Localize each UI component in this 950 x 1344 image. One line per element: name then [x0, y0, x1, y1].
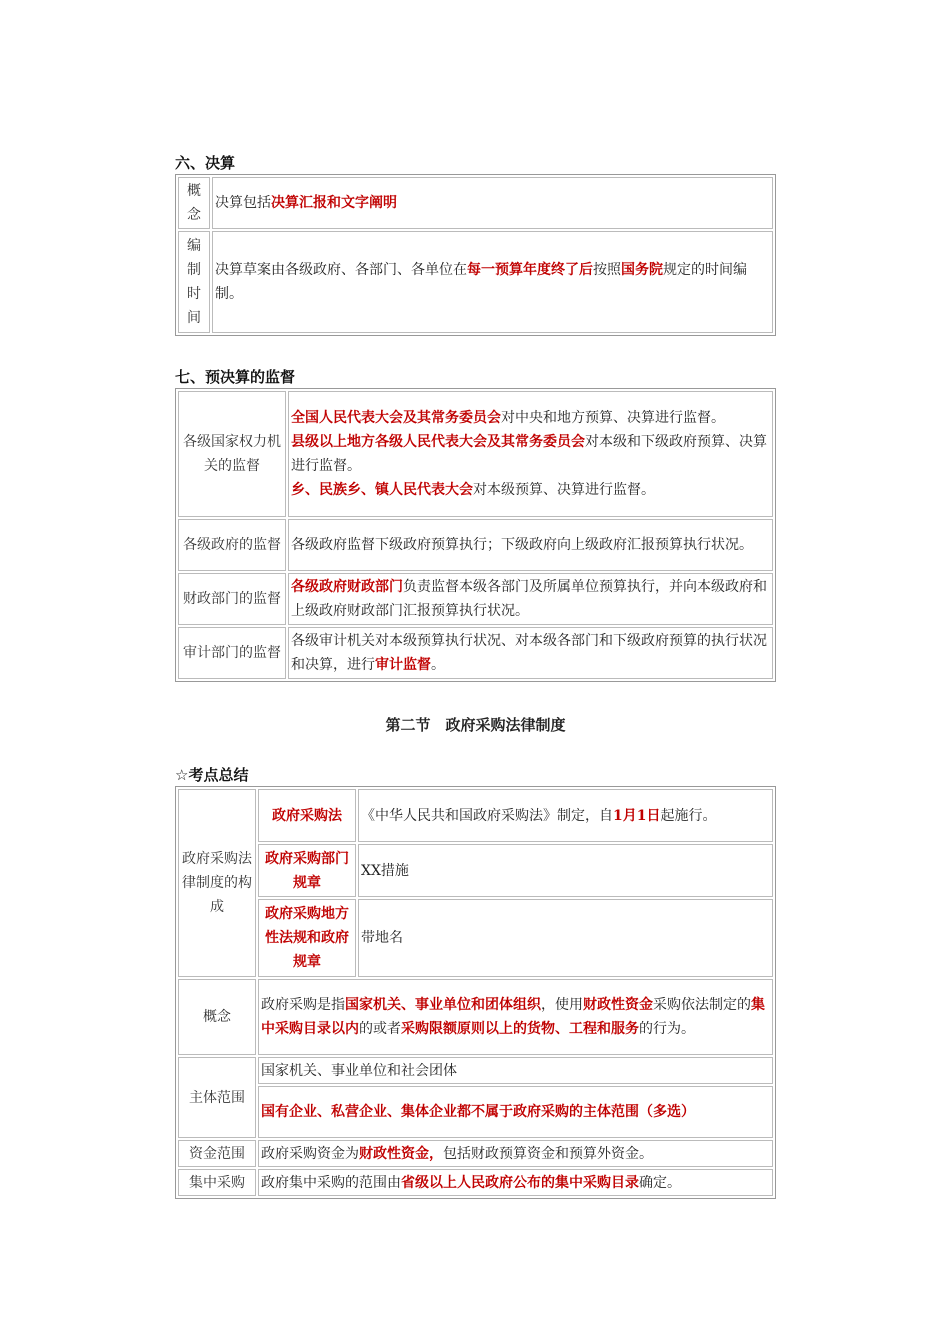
row-label: 概念: [178, 177, 210, 229]
body-text: 各级审计机关对本级预算执行状况、对本级各部门和下级政府预算的执行状况和决算，进行: [291, 633, 767, 673]
row-content: [258, 1086, 773, 1138]
body-text: XX措施: [361, 862, 409, 879]
highlight-text: 采购限额原则以上的: [401, 1021, 527, 1037]
table-row: [178, 1086, 773, 1138]
body-text: 起施行。: [660, 807, 717, 824]
row-label: 资金范围: [178, 1140, 256, 1167]
body-text: 负责监督本级各部门及所属单位预算执行，并向本级政府和上级政府财政部门汇报预算执行状况。: [291, 579, 767, 619]
section-6-heading: 六、决算: [175, 154, 236, 172]
table-row: [178, 1140, 773, 1167]
body-text: 各级政府监督下级政府预算执行；下级政府向上级政府汇报预算执行状况。: [291, 537, 753, 553]
highlight-text: 国有企业、私营企业、集体企业都不属于政府采购的主体范围（多选）: [261, 1104, 695, 1120]
supervision-table: [175, 388, 776, 682]
highlight-text: 集中采购目录以内: [261, 997, 765, 1037]
table-row: [178, 1169, 773, 1196]
table-row: [178, 391, 773, 517]
row-content: [258, 1169, 773, 1196]
body-text: 规定的时间编制。: [215, 262, 747, 302]
row-label: 审计部门的监督: [178, 627, 286, 679]
highlight-text: 国家机关、事业单位和团体组织: [345, 997, 541, 1013]
body-text: 《中华人民共和国政府采购法》制定，自: [361, 807, 613, 824]
law-name: 政府采购法: [258, 789, 356, 842]
body-text: 政府采购资金为: [261, 1145, 359, 1162]
summary-heading: ☆考点总结: [175, 766, 249, 784]
row-content: [288, 573, 773, 625]
procurement-table: [175, 786, 776, 1199]
row-label: 概念: [178, 979, 256, 1055]
section-title: 第二节 政府采购法律制度: [385, 716, 566, 734]
row-label: 各级政府的监督: [178, 519, 286, 571]
highlight-text: 货物、工程和服务: [527, 1021, 639, 1037]
row-label: 集中采购: [178, 1169, 256, 1196]
row-label: 政府采购法律制度的构成: [178, 789, 256, 977]
body-text: 按照: [593, 262, 621, 278]
body-text: 政府采购是指: [261, 997, 345, 1013]
row-content: [358, 789, 773, 842]
highlight-text: 财政性资金，: [359, 1145, 443, 1162]
table-row: [178, 519, 773, 571]
law-name: 政府采购部门规章: [258, 844, 356, 897]
body-text: 采购依法制定的: [653, 997, 751, 1013]
highlight-text: 审计监督: [375, 657, 431, 673]
table-row: [178, 979, 773, 1055]
law-name: 政府采购地方性法规和政府规章: [258, 899, 356, 977]
body-text: 的行为。: [639, 1021, 695, 1037]
row-content: [358, 844, 773, 897]
highlight-text: 省级以上人民政府公布的集中采购目录: [401, 1174, 639, 1191]
body-text: 决算草案由各级政府、各部门、各单位在: [215, 262, 467, 278]
row-label: 各级国家权力机关的监督: [178, 391, 286, 517]
row-content: [258, 979, 773, 1055]
row-label: 编制时间: [178, 231, 210, 333]
body-text: 带地名: [361, 930, 403, 946]
final-accounts-table: [175, 174, 776, 336]
body-text: ，使用: [541, 997, 583, 1013]
row-content: [358, 899, 773, 977]
row-content: [288, 519, 773, 571]
body-text: 政府集中采购的范围由: [261, 1174, 401, 1191]
row-content: [212, 231, 773, 333]
body-text: 决算包括: [215, 195, 271, 211]
highlight-text: 各级政府财政部门: [291, 579, 403, 595]
table-row: [178, 231, 773, 333]
highlight-text: 国务院: [621, 262, 663, 278]
section-7-heading: 七、预决算的监督: [175, 368, 296, 386]
highlight-text: 全国人民代表大会及其常务委员会: [291, 410, 501, 426]
row-label: 主体范围: [178, 1057, 256, 1138]
body-text: 包括财政预算资金和预算外资金。: [443, 1145, 653, 1162]
highlight-text: 每一预算年度终了后: [467, 262, 593, 278]
body-text: 对本级和下级政府预算、决算进行监督。: [291, 434, 767, 474]
row-content: [212, 177, 773, 229]
body-text: 国家机关、事业单位和社会团体: [261, 1062, 457, 1079]
body-text: 的或者: [359, 1021, 401, 1037]
table-row: [178, 1057, 773, 1084]
table-row: [178, 789, 773, 842]
highlight-text: 财政性资金: [583, 997, 653, 1013]
table-row: [178, 573, 773, 625]
highlight-text: 乡、民族乡、镇人民代表大会: [291, 482, 473, 498]
body-text: 对本级预算、决算进行监督。: [473, 482, 655, 498]
table-row: [178, 177, 773, 229]
highlight-text: 决算汇报和文字阐明: [271, 195, 397, 211]
row-content: [288, 627, 773, 679]
row-content: [258, 1057, 773, 1084]
row-content: [288, 391, 773, 517]
table-row: [178, 844, 773, 897]
body-text: 对中央和地方预算、决算进行监督。: [501, 410, 725, 426]
row-content: [258, 1140, 773, 1167]
row-label: 财政部门的监督: [178, 573, 286, 625]
highlight-text: 1月1日: [613, 807, 661, 824]
body-text: 确定。: [639, 1174, 681, 1191]
highlight-text: 县级以上地方各级人民代表大会及其常务委员会: [291, 434, 585, 450]
table-row: [178, 627, 773, 679]
body-text: 。: [431, 657, 445, 673]
table-row: [178, 899, 773, 977]
